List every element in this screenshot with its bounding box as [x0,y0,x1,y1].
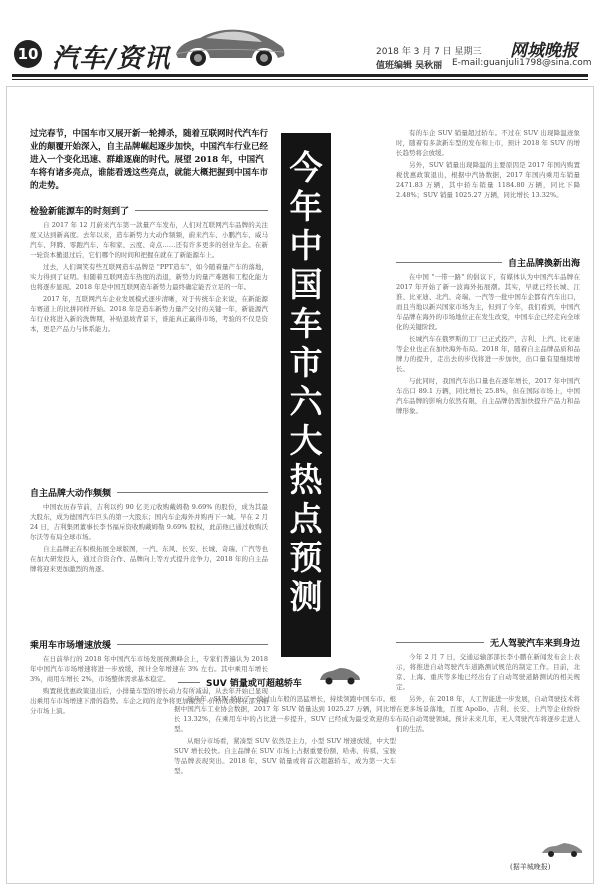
subtitle-new-energy [30,204,268,217]
headline-char: 车 [289,304,323,343]
sports-car-icon [170,16,290,70]
paragraph: 与此同时，我国汽车出口量也在逐年增长，2017 年中国汽车出口 89.1 万辆，同比增长 25.8%，但在国际市场上，中国汽车品牌的影响力依然有限，自主品牌仍需加快提升产品力和品牌形象。 [396,377,580,415]
headline-char: 大 [289,421,323,460]
paragraph: 购置税优惠政策退出后，小排量车型的增长动力有所减弱，从去年开始已显现出乘用车市场增速下滑的趋势。车企之间的竞争将更加激烈，价格战或将在部分细分市场上演。 [30,687,268,715]
headline-char: 年 [289,187,323,226]
headline-char: 今 [289,148,323,187]
headline-char: 六 [289,382,323,421]
subtitle-text: 检验新能源车的时刻到了 [30,207,130,217]
headline-char: 热 [289,460,323,499]
sedan-car-icon [540,840,584,858]
headline-char: 市 [289,343,323,382]
article-lead: 过完春节，中国车市又展开新一轮搏杀，随着互联网时代汽车行业的颠覆开始深入，自主品牌崛起逐步加快，中国汽车行业已经进入一个变化迅速、群雄逐鹿的时代。展望 2018 年，中国汽车将有诸多亮点，谁能看透这些亮点，就能大概把握到中国车市的走势。 [30,129,268,191]
subtitle-going-overseas [396,256,580,269]
header-rule [12,74,588,77]
paragraph: 自 2017 年 12 月蔚来汽车第一款量产车发布，人们对互联网汽车品牌的关注度又达到新高度。去年以来，造车新势力大动作频频，蔚来汽车、小鹏汽车、威马汽车、拜腾、零跑汽车、车和家、云度、奇点……还有许多更多的创业车企。在新一轮资本撤退过后，它们哪个的时间和把握在就在了新能源车上。 [30,221,268,259]
section-suv-body [174,694,396,876]
section-new-energy-body [30,220,268,482]
subtitle-text: 自主品牌大动作频频 [30,489,112,499]
subtitle-suv [178,676,326,689]
email-line: E-mail:guanjuli1798@sina.com [452,58,592,68]
paragraph: 今年 2 月 7 日，交通运输部部长李小鹏在新闻发布会上表示，将推进自动驾驶汽车道路测试规范的制定工作。目前，北京、上海、重庆等多地已经出台了自动驾驶道路测试的相关规定。 [396,653,580,691]
paragraph: 中国农历春节前，吉利以约 90 亿美元收购戴姆勒 9.69% 的股份，成为其最大股东，成为德国汽车巨头的第一大股东；国内车企海外并购再下一城。早在 2 月 24 日，吉利集团董事长李书福斥资收购戴姆勒 9.69% 股权，此前他已通过收购沃尔沃等布局全球市场。 [30,503,268,541]
paragraph: 在日前举行的 2018 年中国汽车市场发展预测峰会上，专家们普遍认为 2018 年中国汽车市场增速将进一步放缓，预计全年增速在 3% 左右。其中乘用车增长 3%，商用车增长 2%，市场整体需求基本稳定。 [30,655,268,683]
byline: (据羊城晚报) [510,863,551,871]
subtitle-text: SUV 销量或可超越轿车 [206,679,302,689]
paragraph: 2017 年，互联网汽车企业发展模式逐步清晰，对于传统车企来说，在新能源车赛道上的比拼同样开始。2018 年是造车新势力量产交付的关键一年，新能源汽车行业将进入新的洗牌期，补贴退坡背景下，谁能真正赢得市场，考验的不仅是资本，更是产品力与体系能力。 [30,295,268,333]
headline-char: 中 [289,226,323,265]
subtitle-text: 自主品牌換新出海 [507,259,580,269]
headline-char: 点 [289,499,323,538]
page-header [0,0,600,80]
page-number: 10 [14,40,42,68]
section-title: 汽车/资讯 [52,44,171,74]
suv-car-icon [318,664,362,686]
section-domestic-brands-body [30,502,268,634]
paragraph: 从细分市场看，紧凑型 SUV 依然是主力，小型 SUV 增速放缓，中大型 SUV 增长较快。自主品牌在 SUV 市场上占据重要份额，哈弗、传祺、宝骏等品牌表现突出。2018 年，SUV 销量或将首次超越轿车，成为第一大车型。 [174,737,396,775]
date-line: 2018 年 3 月 7 日 星期三 [376,47,482,57]
subtitle-autonomous [396,636,580,649]
headline-char: 测 [289,577,323,616]
paragraph: 另外，在 2018 年，人工智能进一步发展，自动驾驶技术将在更多场景落地，百度 Apollo、吉利、长安、上汽等企业纷纷布局自动驾驶领域。预计未来几年，无人驾驶汽车将逐步走进人们的生活。 [396,695,580,733]
newspaper-logo: 网城晚报 [510,41,578,61]
paragraph: 有的车企 SUV 销量超过轿车。不过在 SUV 出现降温迹象时，随着有多款新车型的发布和上市，预计 2018 年 SUV 的增长趋势将会放缓。 [396,129,580,157]
right-top-body [396,128,580,250]
subtitle-text: 乘用车市场增速放缓 [30,641,112,651]
headline-char: 国 [289,265,323,304]
subtitle-passenger-market [30,638,268,651]
headline [281,148,331,616]
paragraph: 近几年，SUV 经历了一段过山车般的迅猛增长，持续领跑中国车市。根据中国汽车工业协会数据，2017 年 SUV 销量达到 1025.27 万辆，同比增长 13.32%，在乘用车中的占比进一步提升，SUV 已经成为最受欢迎的车型。 [174,695,396,733]
paragraph: 自主品牌正在积极拓展全球版图，一汽、东风、长安、长城、奇瑞、广汽等也在加大研发投入，通过合资合作、品牌向上等方式提升竞争力，2018 年的自主品牌将迎来更加激烈的角逐。 [30,545,268,573]
paragraph: 另外，SUV 销量出现降温的主要原因是 2017 年国内购置税优惠政策退出，根据中汽协数据，2017 年国内乘用车销量 2471.83 万辆，其中轿车销量 1184.80 万辆，同比下降 2.48%；SUV 销量 1025.27 万辆，同比增长 13.32%。 [396,161,580,199]
subtitle-text: 无人驾驶汽车来到身边 [489,639,580,649]
paragraph: 过去，人们调笑有些互联网造车品牌是 "PPT造车"，如今随着量产车的落地，实力得到了证明。但随着互联网造车热度的消退，新势力的量产难题和工程化能力也将逐步显现。2018 年是中国互联网造车新势力最终确定能否立足的一年。 [30,263,268,291]
header-rule-thin [12,79,588,80]
paragraph: 长城汽车在俄罗斯的工厂已正式投产，吉利、上汽、比亚迪等企业也正在加快海外布局。2018 年，随着自主品牌品质和品牌力的提升，走出去的步伐将进一步加快，出口量有望继续增长。 [396,335,580,373]
section-autonomous-body [396,652,580,860]
editor-line: 值班编辑 吴秋丽 [376,61,443,71]
subtitle-domestic-brands [30,486,268,499]
paragraph: 在中国 "一带一路" 的倡议下，有媒体认为中国汽车品牌在 2017 年开始了新一波海外拓展潮。其实，早就已经长城、江淮、比亚迪、北汽、奇瑞、一汽等一批中国车企都有汽车出口，而且当地以新兴国家市场为主，但到了今年，我们看到，中国汽车品牌在海外的市场地位正在发生改变，中国车企已经走向全球化的关键阶段。 [396,273,580,331]
headline-char: 预 [289,538,323,577]
section-going-overseas-body [396,272,580,628]
